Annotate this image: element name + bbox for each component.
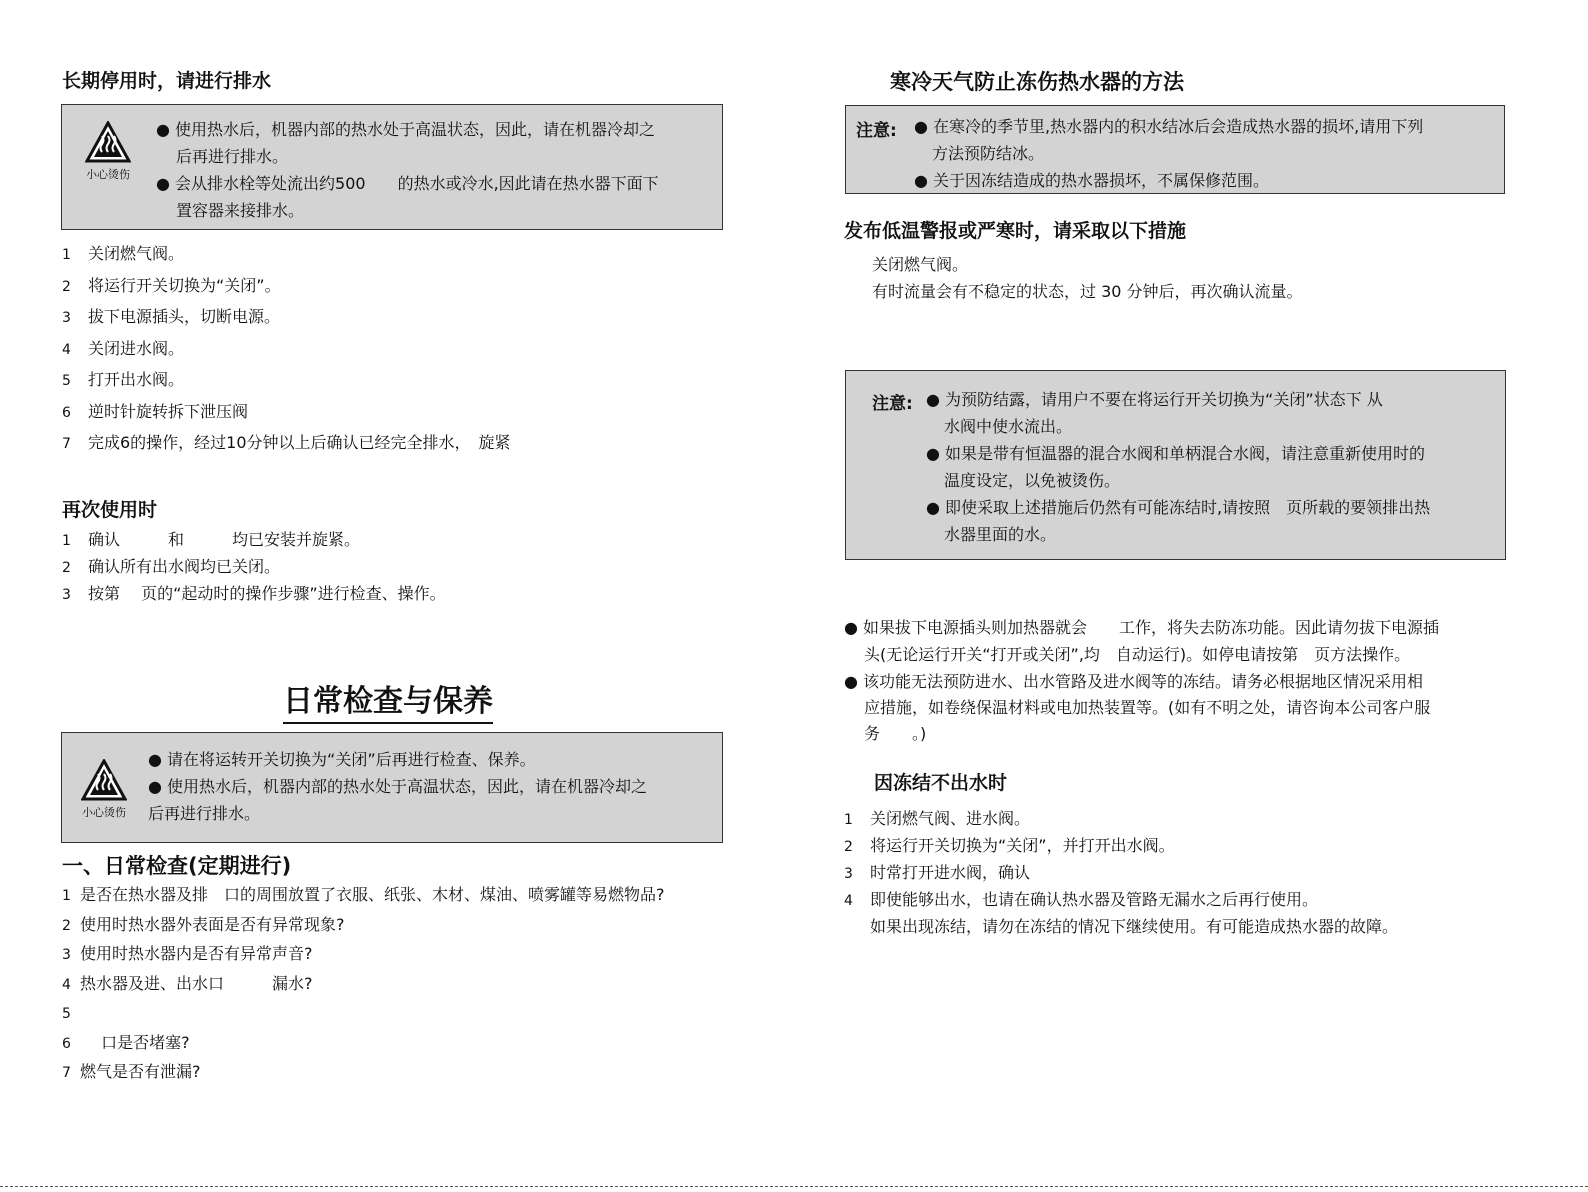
page-bottom-divider	[0, 1186, 1588, 1187]
note-line: 方法预防结冰。	[932, 144, 1045, 163]
drain-warning-box	[61, 104, 723, 230]
list-item: 5	[62, 1006, 71, 1022]
frozen-steps	[844, 806, 1398, 940]
warning-line: ● 使用热水后，机器内部的热水处于高温状态，因此，请在机器冷却之	[148, 777, 648, 796]
note-line: 温度设定，以免被烫伤。	[944, 471, 1121, 490]
list-item: 3 拔下电源插头，切断电源。	[62, 307, 281, 326]
list-item: 1 确认 和 均已安装并旋紧。	[62, 530, 361, 549]
list-item: 2 将运行开关切换为“关闭”。	[62, 275, 281, 295]
note-line: ● 为预防结露，请用户不要在将运行开关切换为“关闭”状态下 从	[926, 390, 1383, 409]
list-item: 1 是否在热水器及排 口的周围放置了衣服、纸张、木材、煤油、喷雾罐等易燃物品?	[62, 885, 665, 904]
antifreeze-bullet: 务 。)	[864, 724, 927, 743]
antifreeze-bullet: 应措施，如卷绕保温材料或电加热装置等。(如有不明之处，请咨询本公司客户服	[864, 698, 1431, 717]
list-item: 4 热水器及进、出水口 漏水?	[62, 973, 313, 993]
note-line: 水器里面的水。	[944, 525, 1057, 544]
note-line: ● 即使采取上述措施后仍然有可能冻结时,请按照 页所载的要领排出热	[926, 498, 1431, 517]
list-item: 3 使用时热水器内是否有异常声音?	[62, 944, 313, 963]
measures-line: 有时流量会有不稳定的状态，过 30 分钟后，再次确认流量。	[872, 282, 1303, 301]
note-line: ● 如果是带有恒温器的混合水阀和单柄混合水阀，请注意重新使用时的	[926, 444, 1426, 463]
measures-line: 关闭燃气阀。	[872, 255, 969, 274]
maintenance-warning-box	[61, 732, 723, 843]
warning-label: 小心烫伤	[82, 806, 126, 819]
note-box-2	[845, 370, 1506, 560]
warning-line: 置容器来接排水。	[176, 201, 305, 220]
note-label: 注意:	[872, 394, 913, 414]
hot-surface-warning-icon	[78, 759, 130, 820]
antifreeze-bullet: ● 该功能无法预防进水、出水管路及进水阀等的冻结。请务必根据地区情况采用相	[844, 672, 1424, 691]
list-item: 5 打开出水阀。	[62, 370, 185, 389]
list-item: 2 确认所有出水阀均已关闭。	[62, 557, 281, 576]
list-item: 3 时常打开进水阀，确认	[844, 863, 1031, 882]
maintenance-title: 日常检查与保养	[283, 676, 493, 724]
antifreeze-bullet: ● 如果拔下电源插头则加热器就会 工作，将失去防冻功能。因此请勿拔下电源插	[844, 618, 1440, 637]
list-item: 3 按第 页的“起动时的操作步骤”进行检查、操作。	[62, 584, 446, 603]
drain-title: 长期停用时，请进行排水	[62, 70, 272, 92]
list-item: 4 关闭进水阀。	[62, 338, 185, 358]
measures-title: 发布低温警报或严寒时，请采取以下措施	[844, 220, 1187, 242]
list-item: 2 将运行开关切换为“关闭”，并打开出水阀。	[844, 836, 1175, 855]
daily-check-list	[62, 881, 665, 1088]
reuse-title: 再次使用时	[62, 499, 158, 521]
warning-line: ● 会从排水栓等处流出约500 的热水或冷水,因此请在热水器下面下	[156, 174, 659, 193]
warning-label: 小心烫伤	[86, 168, 130, 181]
cold-weather-title: 寒冷天气防止冻伤热水器的方法	[890, 70, 1184, 94]
list-item: 6 逆时针旋转拆下泄压阀	[62, 401, 249, 421]
hot-surface-warning-icon	[82, 121, 134, 182]
warning-line: 后再进行排水。	[176, 147, 289, 166]
note-line: ● 关于因冻结造成的热水器损坏，不属保修范围。	[914, 171, 1270, 190]
list-item: 4 即使能够出水，也请在确认热水器及管路无漏水之后再行使用。	[844, 890, 1319, 909]
warning-line: 后再进行排水。	[148, 804, 261, 823]
antifreeze-bullet: 头(无论运行开关“打开或关闭”,均 自动运行)。如停电请按第 页方法操作。	[864, 645, 1411, 664]
drain-steps	[62, 239, 511, 460]
list-item: 1 关闭燃气阀。	[62, 244, 185, 263]
note-box-1	[845, 105, 1505, 194]
list-item: 6 口是否堵塞?	[62, 1032, 190, 1052]
reuse-steps	[62, 527, 446, 608]
warning-line: ● 使用热水后，机器内部的热水处于高温状态，因此，请在机器冷却之	[156, 120, 656, 139]
list-item: 2 使用时热水器外表面是否有异常现象?	[62, 914, 345, 934]
warning-line: ● 请在将运转开关切换为“关闭”后再进行检查、保养。	[148, 750, 536, 769]
list-item: 7 燃气是否有泄漏?	[62, 1062, 201, 1081]
list-item: 7 完成6的操作，经过10分钟以上后确认已经完全排水， 旋紧	[62, 433, 511, 452]
list-item: 如果出现冻结，请勿在冻结的情况下继续使用。有可能造成热水器的故障。	[870, 917, 1399, 936]
frozen-title: 因冻结不出水时	[874, 772, 1008, 794]
note-label: 注意:	[856, 121, 897, 141]
note-line: ● 在寒冷的季节里,热水器内的积水结冰后会造成热水器的损坏,请用下列	[914, 117, 1424, 136]
daily-check-subtitle: 一、日常检查(定期进行)	[62, 854, 292, 878]
list-item: 1 关闭燃气阀、进水阀。	[844, 809, 1031, 828]
note-line: 水阀中使水流出。	[944, 417, 1073, 436]
